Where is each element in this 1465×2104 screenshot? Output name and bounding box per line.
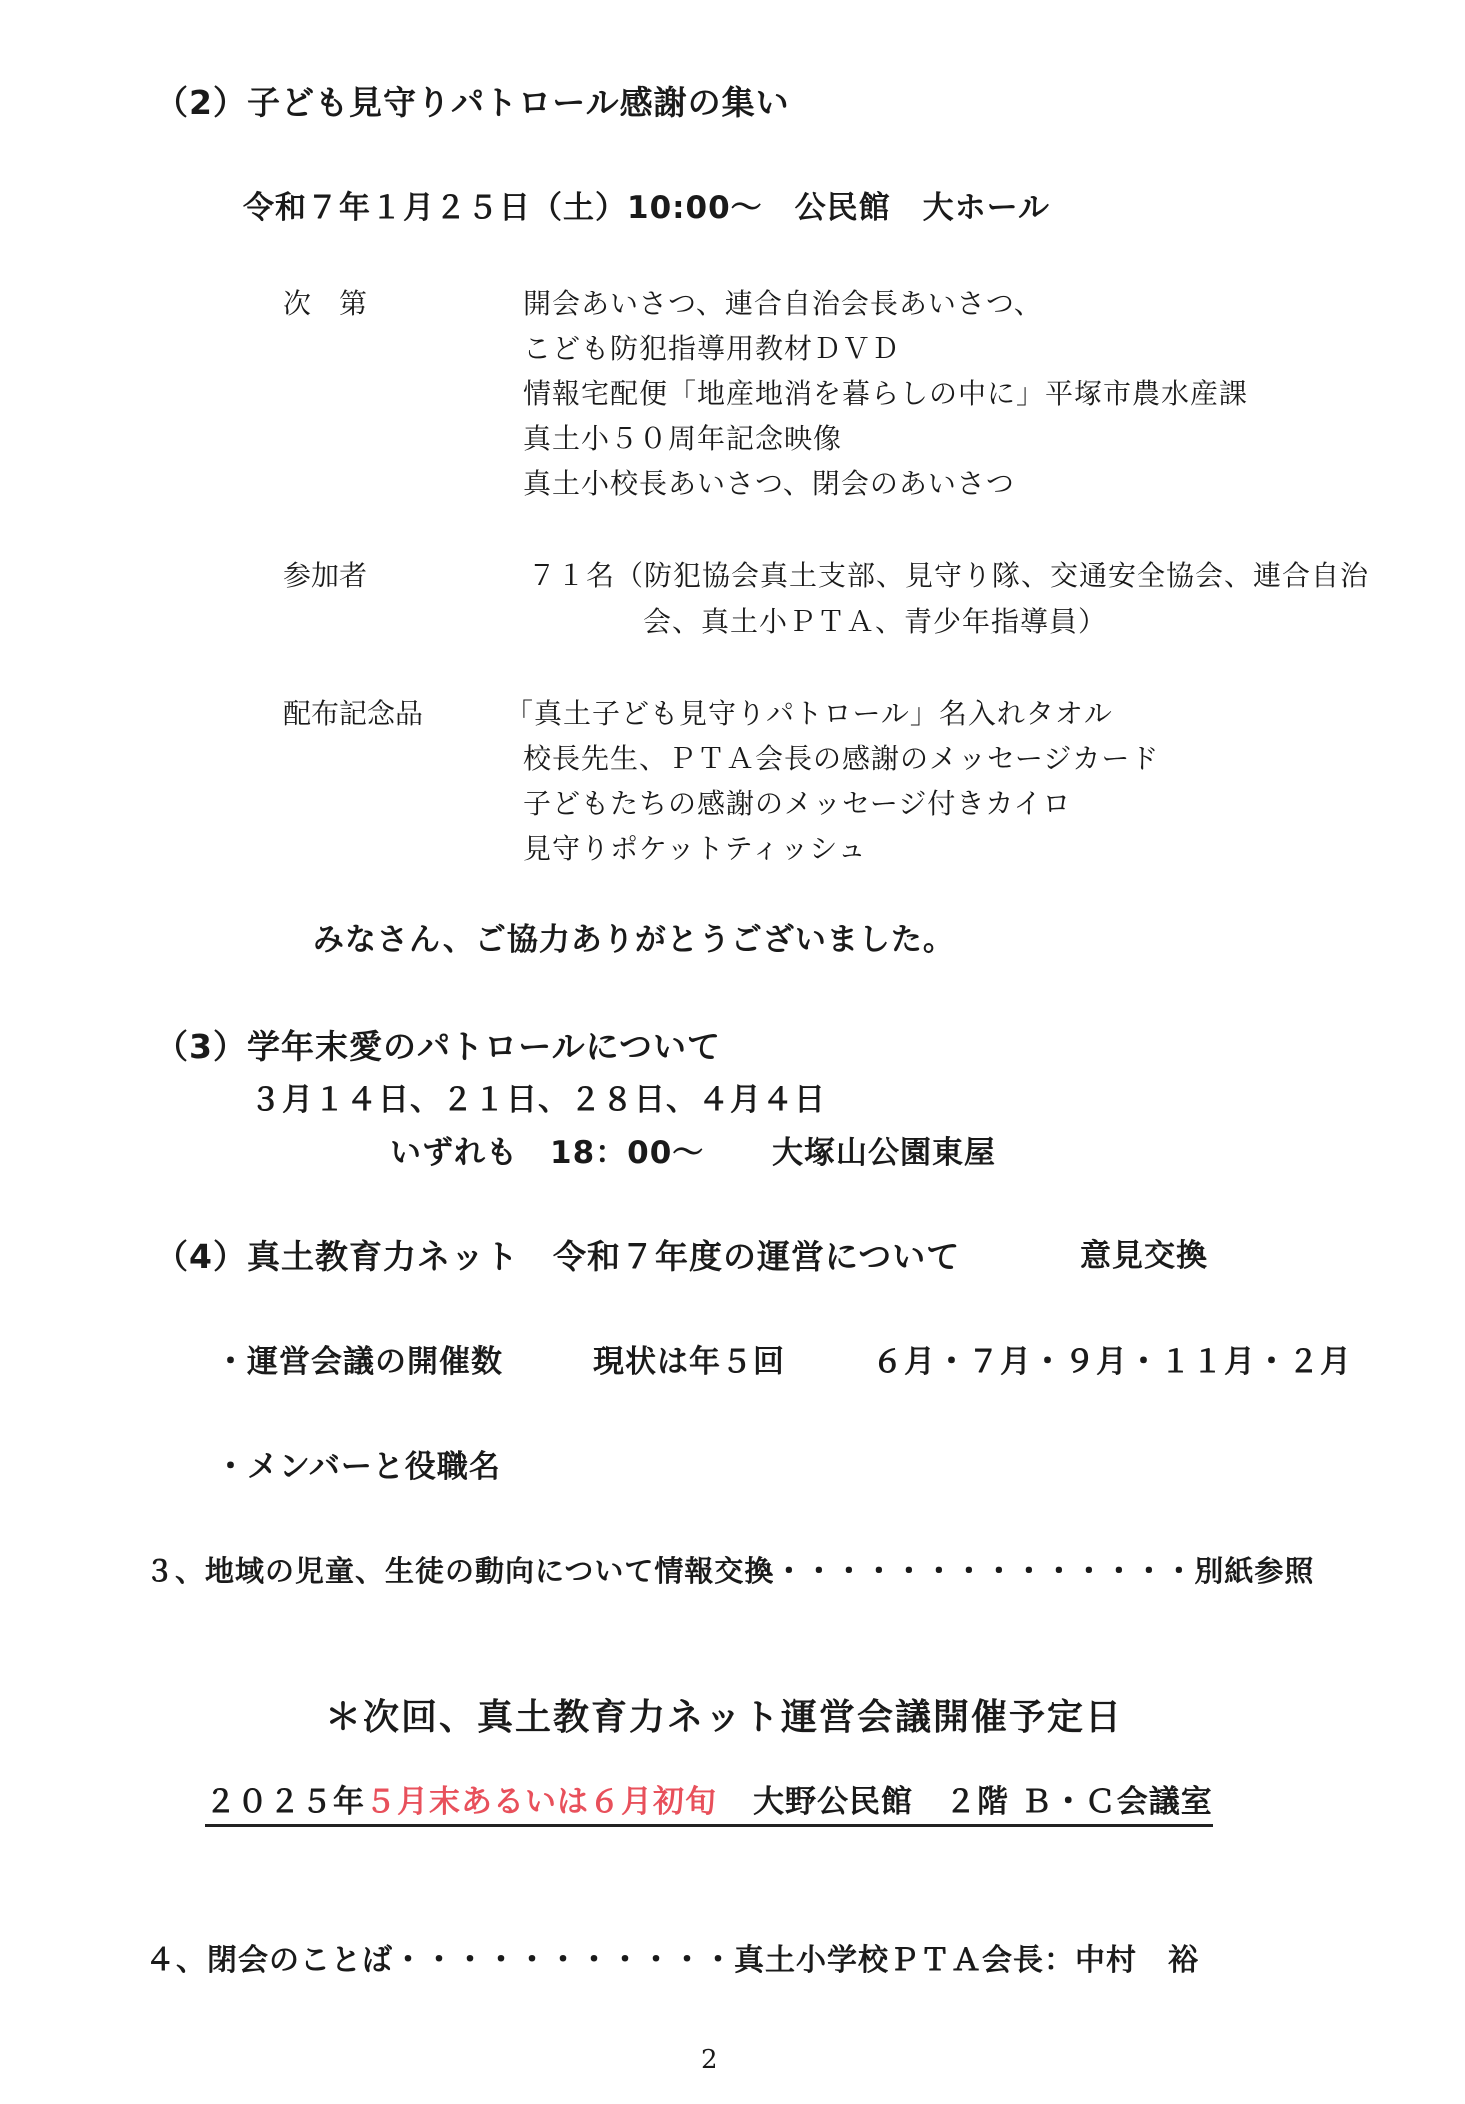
participants-line: 会、真土小ＰＴＡ、青少年指導員） [643,605,1108,638]
gift-item: 子どもたちの感謝のメッセージ付きカイロ [523,787,1072,820]
program-label: 次 第 [283,287,368,320]
section2-datetime: 令和７年１月２５日（土）10:00～ 公民館 大ホール [243,190,1051,226]
thanks-message: みなさん、ご協力ありがとうございました。 [313,922,955,958]
meetings-label: ・運営会議の開催数 [215,1344,503,1380]
participants-label: 参加者 [283,559,368,592]
participants-line: ７１名（防犯協会真土支部、見守り隊、交通安全協会、連合自治 [528,559,1370,592]
next-meeting-title: ＊次回、真土教育力ネット運営会議開催予定日 [325,1697,1124,1738]
section3-heading: （3）学年末愛のパトロールについて [155,1027,721,1066]
gifts-label: 配布記念品 [283,697,424,730]
section4-tag: 意見交換 [1080,1238,1208,1274]
gift-item: 見守りポケットティッシュ [523,832,867,865]
section3-time: いずれも 18：00～ [390,1135,705,1171]
program-item: 真土小５０周年記念映像 [523,422,843,455]
meetings-months: ６月・７月・９月・１１月・２月 [872,1344,1352,1380]
program-item: 情報宅配便「地産地消を暮らしの中に」平塚市農水産課 [523,377,1249,410]
page-number: 2 [701,2045,718,2075]
section3-dates: ３月１４日、２１日、２８日、４月４日 [250,1082,826,1118]
section4-heading: （4）真土教育力ネット 令和７年度の運営について [155,1237,961,1276]
program-item: 開会あいさつ、連合自治会長あいさつ、 [523,287,1043,320]
program-item: こども防犯指導用教材ＤＶＤ [523,332,901,365]
item4-line: ４、閉会のことば・・・・・・・・・・・真土小学校ＰＴＡ会長：中村 裕 [145,1943,1199,1978]
gift-item: 「真土子ども見守りパトロール」名入れタオル [505,697,1113,730]
next-meeting-detail [205,1784,1213,1827]
gift-item: 校長先生、ＰＴＡ会長の感謝のメッセージカード [523,742,1160,775]
section2-heading: （2）子ども見守りパトロール感謝の集い [155,83,790,122]
members-label: ・メンバーと役職名 [215,1449,501,1485]
meetings-current: 現状は年５回 [593,1344,785,1380]
section3-place: 大塚山公園東屋 [772,1135,996,1171]
item3-line: ３、地域の児童、生徒の動向について情報交換・・・・・・・・・・・・・・別紙参照 [145,1554,1315,1588]
next-meeting-venue: 大野公民館 ２階 Ｂ・Ｃ会議室 [753,1784,1213,1820]
next-meeting-period: ５月末あるいは６月初旬 [365,1784,717,1820]
next-meeting-year: ２０２５年 [205,1784,365,1820]
program-item: 真土小校長あいさつ、閉会のあいさつ [523,467,1015,500]
